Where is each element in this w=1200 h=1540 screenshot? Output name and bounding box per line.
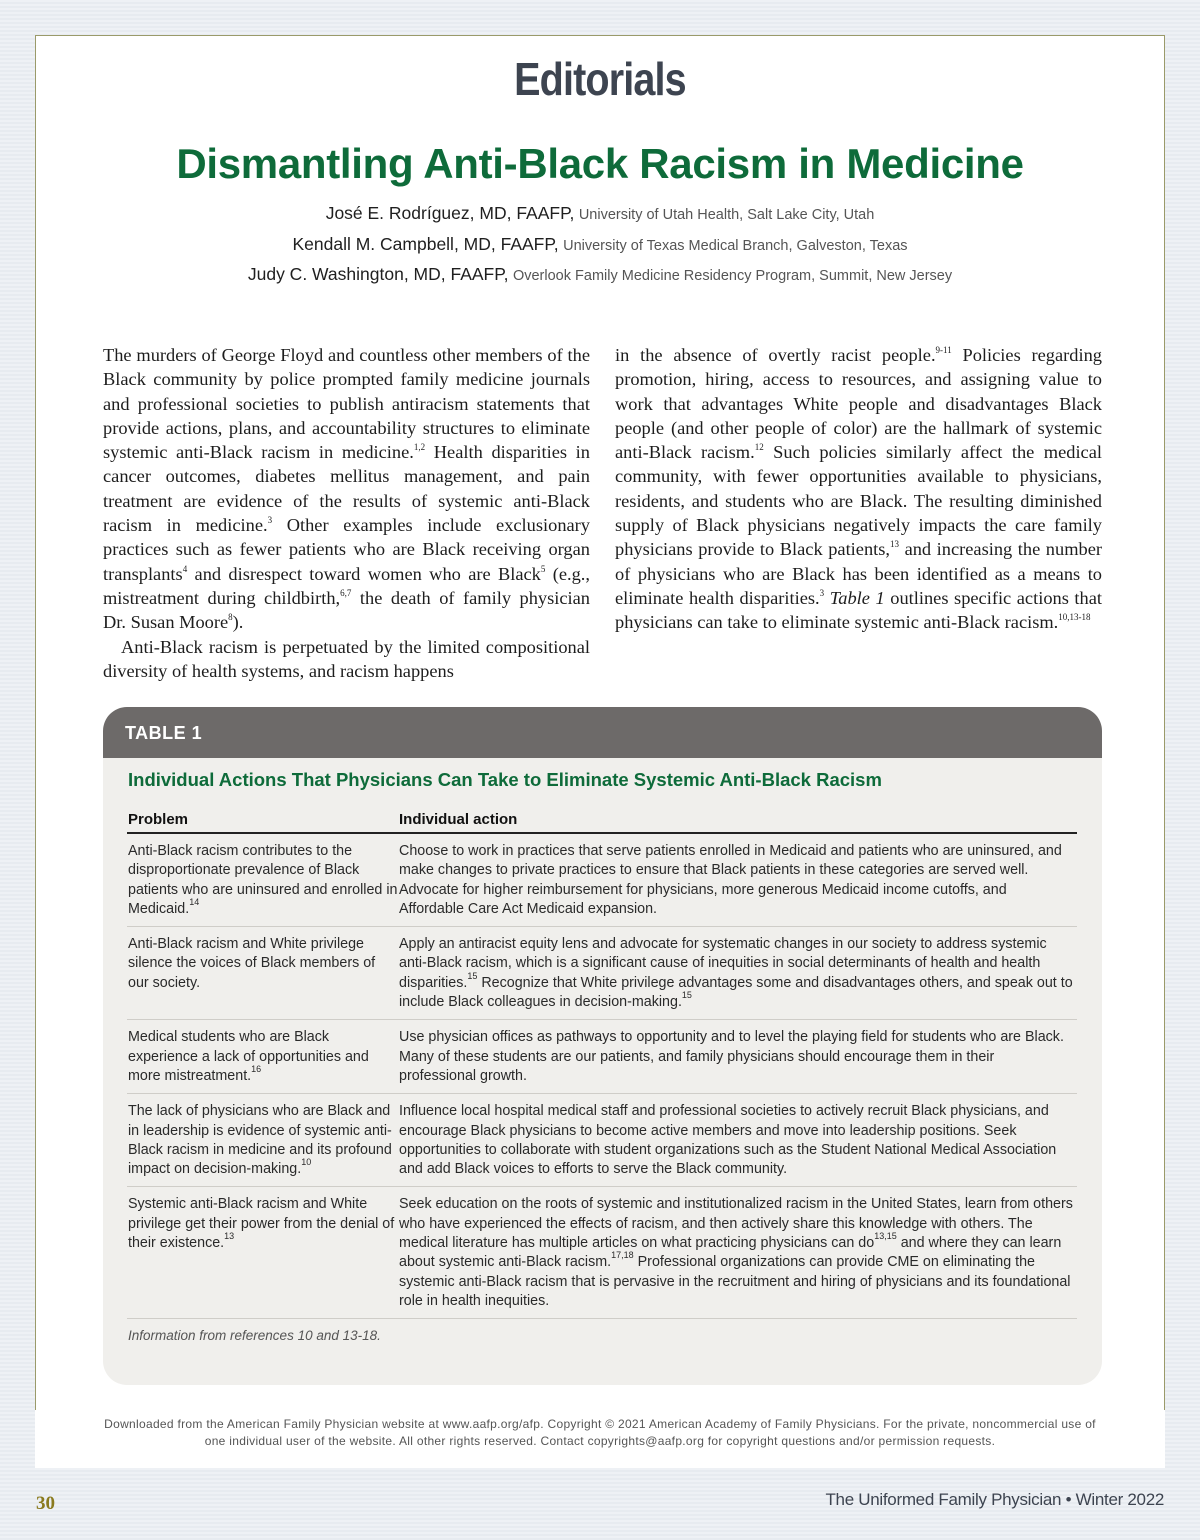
body-paragraph: Anti-Black racism is perpetuated by the limited compositional diversity of health systems, and racism happens bbox=[103, 636, 590, 681]
citation-superscript: 13 bbox=[224, 1231, 235, 1242]
citation-superscript: 3 bbox=[819, 587, 825, 598]
author-line bbox=[0, 261, 1200, 292]
citation-superscript: 10 bbox=[301, 1157, 312, 1168]
body-paragraph: in the absence of overtly racist people.$^{9-11}$ Policies regarding promotion, hiring, access to resources, and assigning value to work that advantages White people and disadvantages Black people (and other people of color) are the hallmark of systemic anti-Black racism.$^{12}$ Such policies similarly affect the medical community, with fewer opportunities available to physicians, residents, and students who are Black. The resulting diminished supply of Black physicians negatively impacts the care family physicians provide to Black patients,$^{13}$ and increasing the number of physicians who are Black has been identified as a means to eliminate health disparities.$^3$ Table 1 outlines specific actions that physicians can take to eliminate systemic anti-Black racism.$^{10,13-18}$ bbox=[615, 345, 1102, 633]
table-row bbox=[127, 1020, 1077, 1094]
citation-superscript: 8 bbox=[228, 612, 233, 623]
table-grid bbox=[127, 805, 1077, 1319]
article-body bbox=[103, 343, 1102, 683]
table-reference: Table 1 bbox=[829, 587, 885, 608]
column-header-problem: Problem bbox=[128, 811, 189, 828]
problem-cell: Anti-Black racism contributes to the disproportionate prevalence of Black patients who are uninsured and enrolled in Medicaid.$^{14}$ bbox=[128, 843, 398, 917]
table-label: TABLE 1 bbox=[103, 707, 1102, 758]
table-row bbox=[127, 1187, 1077, 1319]
citation-superscript: 16 bbox=[251, 1063, 262, 1074]
citation-superscript: 5 bbox=[540, 563, 546, 574]
table-row bbox=[127, 1094, 1077, 1187]
citation-superscript: 17,18 bbox=[611, 1250, 634, 1261]
journal-name: The Uniformed Family Physician • Winter 2022 bbox=[825, 1490, 1164, 1509]
citation-superscript: 10,13-18 bbox=[1058, 612, 1091, 623]
citation-superscript: 13 bbox=[890, 539, 900, 550]
citation-superscript: 3 bbox=[267, 515, 273, 526]
table-header-row bbox=[127, 805, 1077, 834]
author-affiliation: Overlook Family Medicine Residency Program, Summit, New Jersey bbox=[512, 268, 953, 284]
table-row bbox=[127, 927, 1077, 1020]
citation-superscript: 1,2 bbox=[413, 442, 426, 453]
author-affiliation: University of Utah Health, Salt Lake City, Utah bbox=[578, 207, 875, 223]
problem-cell: Systemic anti-Black racism and White privilege get their power from the denial of their existence.$^{13}$ bbox=[128, 1196, 395, 1252]
action-cell: Apply an antiracist equity lens and advocate for systematic changes in our society to address systemic anti-Black racism, which is a significant cause of inequities in social determinants of health and health disparities.$^{15}$ Recognize that White privilege advantages some and disadvantages others, and speak out to include Black colleagues in decision-making.$^{15}$ bbox=[399, 936, 1073, 1011]
column-header-action: Individual action bbox=[399, 811, 518, 828]
action-cell: Seek education on the roots of systemic and institutionalized racism in the United States, learn from others who have experienced the effects of racism, and then actively share this knowledge with others. The medical literature has multiple articles on what practicing physicians can do$^{13,15}$ and where they can learn about systemic anti-Black racism.$^{17,18}$ Professional organizations can provide CME on eliminating the systemic anti-Black racism that is pervasive in the recruitment and hiring of physicians and its foundational role in health inequities. bbox=[399, 1196, 1073, 1309]
citation-superscript: 9-11 bbox=[935, 345, 952, 355]
problem-cell: Anti-Black racism and White privilege silence the voices of Black members of our society. bbox=[128, 936, 376, 991]
action-cell: Influence local hospital medical staff and professional societies to actively recruit Black physicians, and encourage Black physicians to become active members and move into leadership positions. Seek opportunities to collaborate with student organizations such as the Student National Medical Association and add Black voices to efforts to serve the Black community. bbox=[399, 1103, 1057, 1178]
table-title: Individual Actions That Physicians Can Take to Eliminate Systemic Anti-Black Racism bbox=[128, 769, 882, 790]
citation-superscript: 13,15 bbox=[874, 1231, 897, 1242]
body-column-left bbox=[103, 343, 590, 683]
copyright-notice: Downloaded from the American Family Physician website at www.aafp.org/afp. Copyright © 2021 American Academy of Family Physicians. For the private, noncommercial use of one individual user of the website. All other rights reserved. Contact copyrights@aafp.org for copyright questions and/or permission requests. bbox=[35, 1410, 1165, 1468]
body-paragraph: The murders of George Floyd and countless other members of the Black community by police prompted family medicine journals and professional societies to publish antiracism statements that provide actions, plans, and accountability structures to eliminate systemic anti-Black racism in medicine.$^{1,2}$ Health disparities in cancer outcomes, diabetes mellitus management, and pain treatment are evidence of the results of systemic anti-Black racism in medicine.$^3$ Other examples include exclusionary practices such as fewer patients who are Black receiving organ transplants$^4$ and disrespect toward women who are Black$^5$ (e.g., mistreatment during childbirth,$^{6,7}$ the death of family physician Dr. Susan Moore$^8$). bbox=[103, 345, 591, 633]
problem-cell: Medical students who are Black experience a lack of opportunities and more mistreatment.$^{16}$ bbox=[128, 1029, 369, 1084]
author-list bbox=[0, 200, 1200, 292]
citation-superscript: 15 bbox=[467, 970, 478, 981]
body-column-right bbox=[615, 343, 1102, 683]
author-name: Judy C. Washington, MD, FAAFP, bbox=[247, 264, 509, 284]
article-title: Dismantling Anti-Black Racism in Medicine bbox=[176, 140, 1024, 187]
author-name: Kendall M. Campbell, MD, FAAFP, bbox=[292, 233, 559, 254]
table-row bbox=[127, 834, 1077, 927]
citation-superscript: 15 bbox=[681, 990, 692, 1001]
citation-superscript: 14 bbox=[189, 896, 200, 907]
table-source-note: Information from references 10 and 13-18. bbox=[128, 1328, 381, 1344]
section-heading: Editorials bbox=[514, 53, 686, 105]
author-name: José E. Rodríguez, MD, FAAFP, bbox=[325, 203, 575, 223]
action-cell: Choose to work in practices that serve patients enrolled in Medicaid and patients who are uninsured, and make changes to private practices to ensure that Black patients in these categories are served well. Advocate for higher reimbursement for physicians, more generous Medicaid income cutoffs, and Affordable Care Act Medicaid expansion. bbox=[399, 843, 1062, 917]
author-line bbox=[0, 200, 1200, 231]
citation-superscript: 4 bbox=[182, 563, 188, 574]
citation-superscript: 6,7 bbox=[340, 587, 352, 598]
author-line bbox=[0, 231, 1200, 262]
citation-superscript: 12 bbox=[754, 442, 764, 453]
table-1 bbox=[103, 707, 1102, 1385]
problem-cell: The lack of physicians who are Black and in leadership is evidence of systemic anti-Black racism in medicine and its profound impact on decision-making.$^{10}$ bbox=[128, 1103, 392, 1178]
page-number: 30 bbox=[36, 1493, 55, 1514]
action-cell: Use physician offices as pathways to opportunity and to level the playing field for students who are Black. Many of these students are our patients, and family physicians should encourage them in their professional growth. bbox=[399, 1029, 1064, 1084]
author-affiliation: University of Texas Medical Branch, Galveston, Texas bbox=[563, 237, 908, 254]
